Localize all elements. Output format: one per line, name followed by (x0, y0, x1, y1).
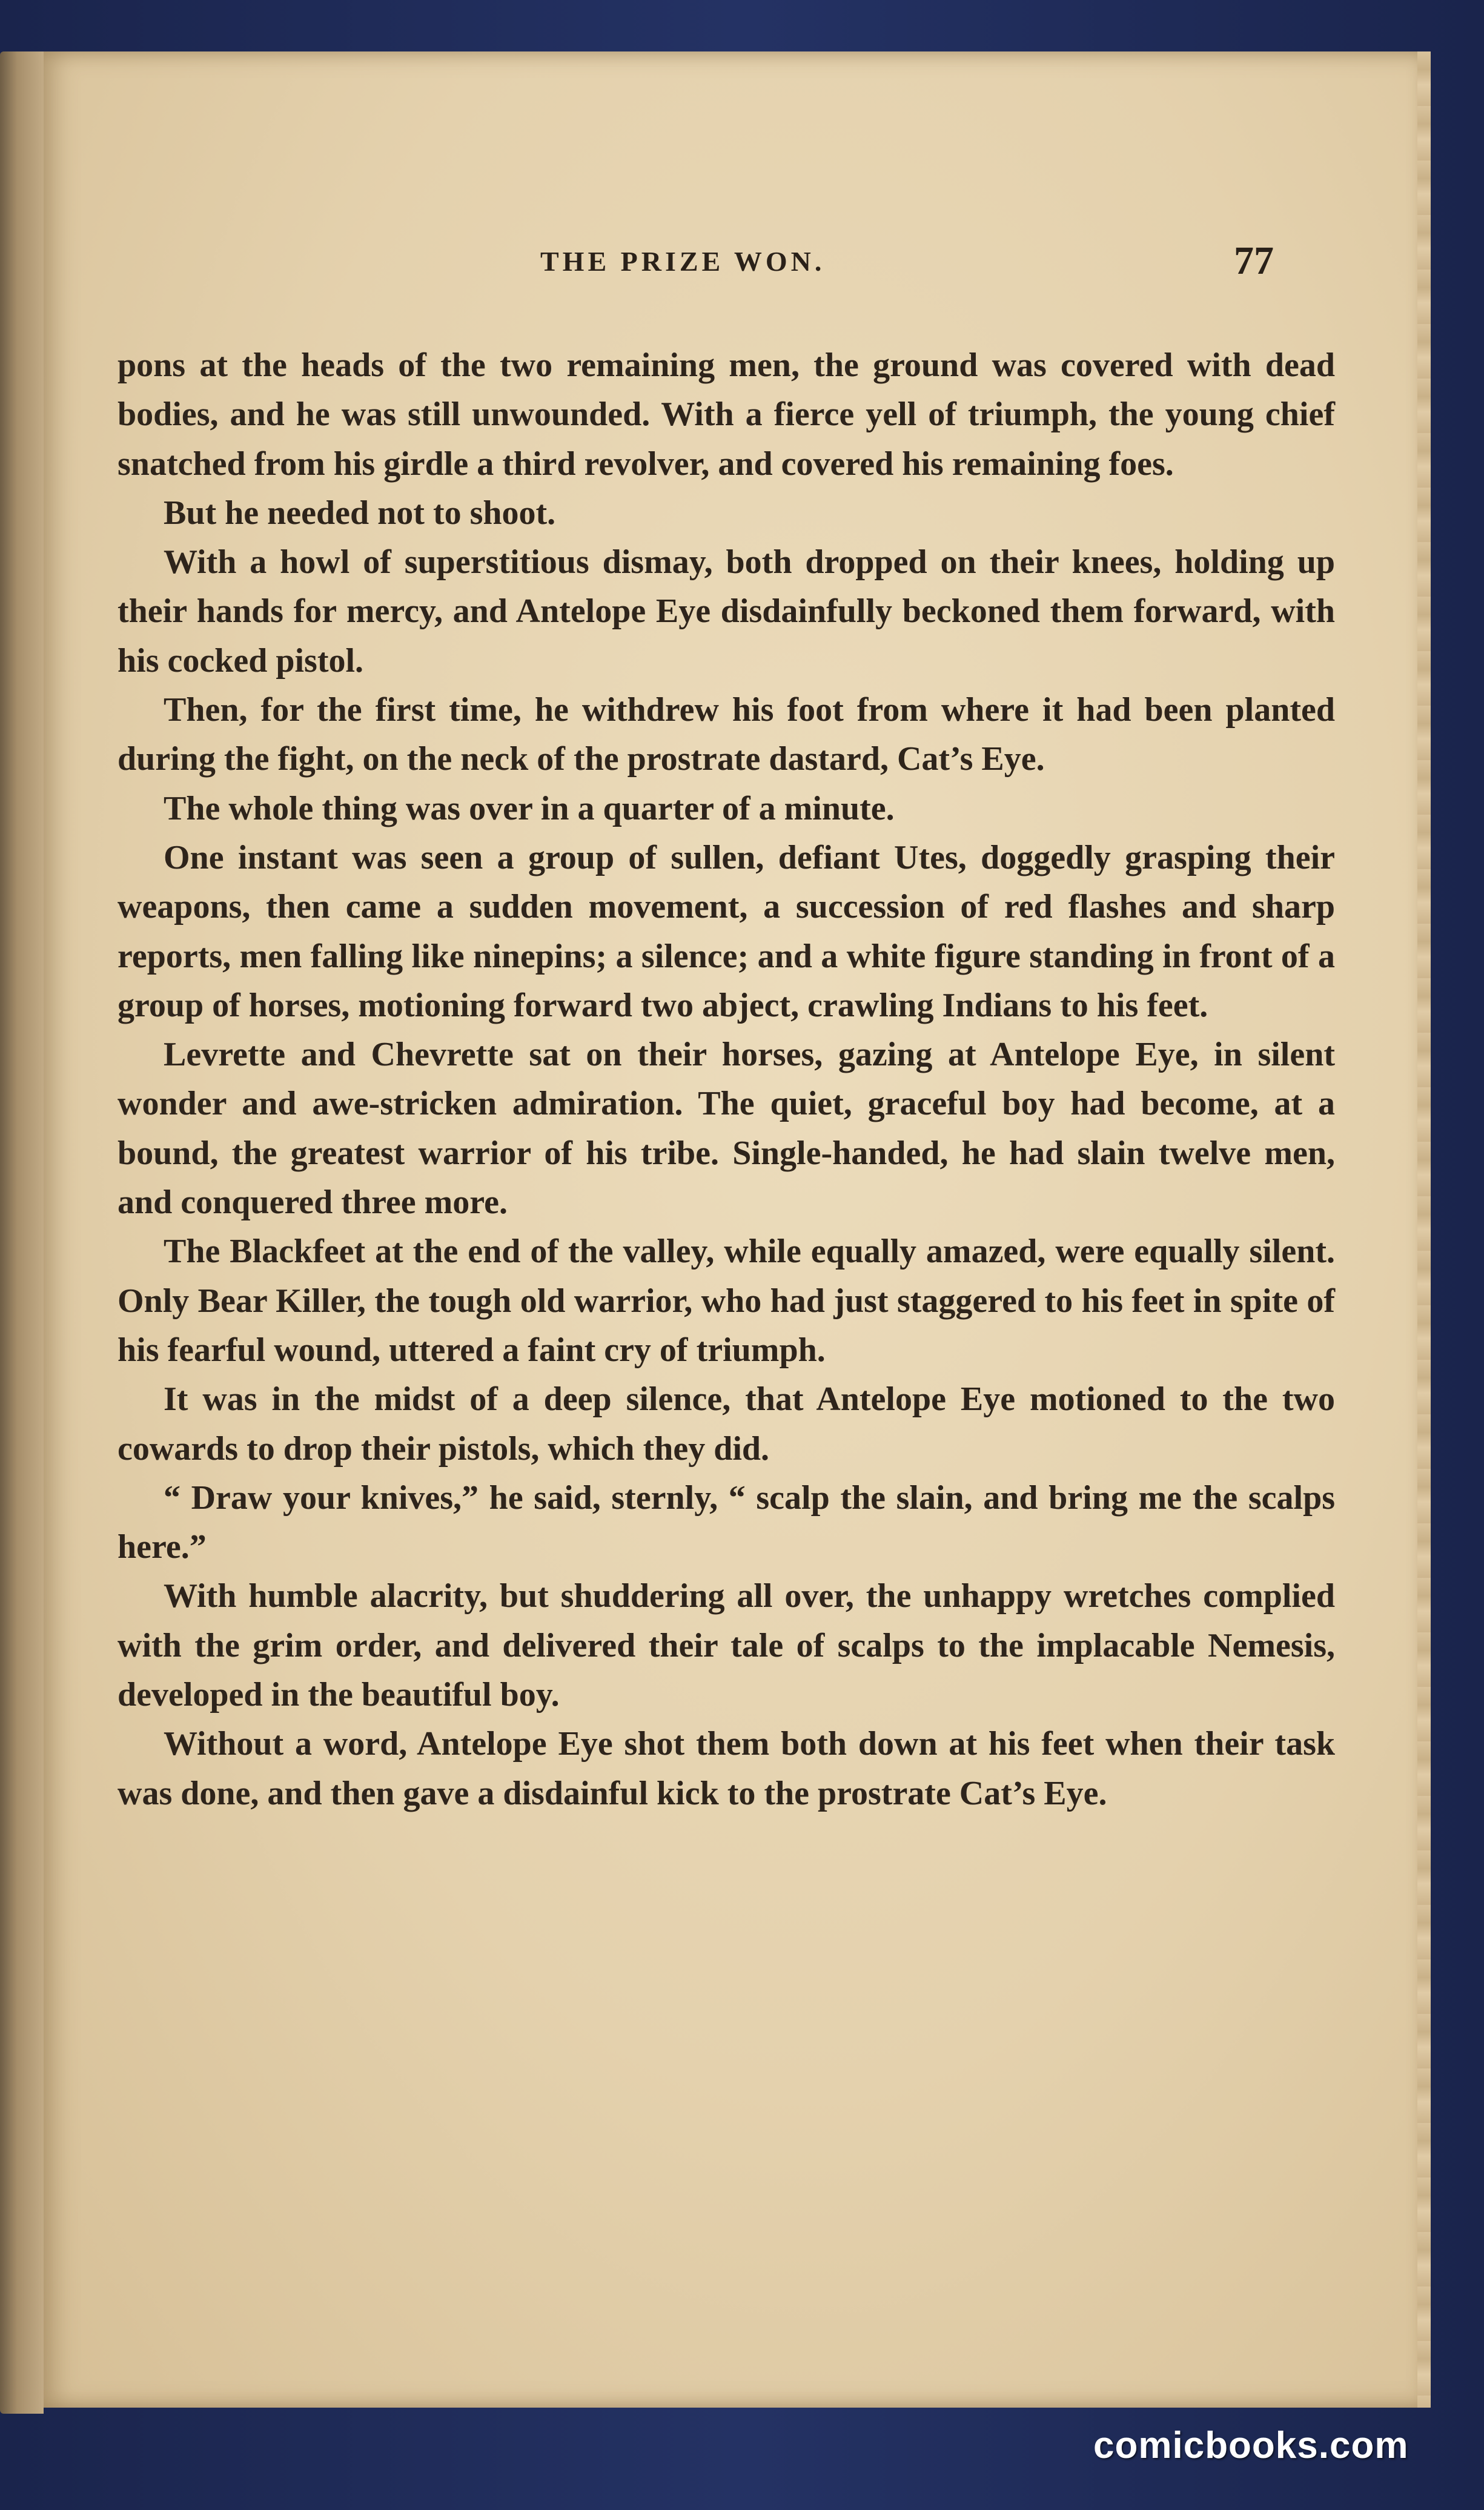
running-head (44, 239, 1428, 294)
paragraph: With humble alacrity, but shuddering all over, the unhappy wretches complied with the grim order, and delivered their tale of scalps to the implacable Nemesis, developed in the beautiful boy. (118, 1577, 1335, 1714)
paragraph: Levrette and Chevrette sat on their horses, gazing at Antelope Eye, in silent wonder and awe-stricken admiration. The quiet, graceful boy had become, at a bound, the greatest warrior of his tribe. Single-handed, he had slain twelve men, and conquered three more. (118, 1036, 1335, 1222)
book-page (44, 51, 1428, 2408)
paragraph: One instant was seen a group of sullen, defiant Utes, doggedly grasping their weapons, then came a sudden movement, a succession of red flashes and sharp reports, men falling like ninepins; a silence; and a white figure standing in front of a group of horses, motioning forward two abject, crawling Indians to his feet. (118, 838, 1335, 1024)
paragraph: Then, for the first time, he withdrew his foot from where it had been planted during the fight, on the neck of the prostrate dastard, Cat’s Eye. (118, 691, 1335, 778)
site-watermark: comicbooks.com (1093, 2425, 1409, 2466)
paragraph: But he needed not to shoot. (164, 494, 556, 532)
paragraph: The Blackfeet at the end of the valley, while equally amazed, were equally silent. Only Bear Killer, the tough old warrior, who had just staggered to his feet in spite of his fearful wound, uttered a faint cry of triumph. (118, 1233, 1335, 1369)
paragraph: The whole thing was over in a quarter of a minute. (164, 789, 895, 827)
page-number: 77 (1234, 239, 1274, 283)
page-edge (1417, 51, 1431, 2408)
previous-page-edge (0, 51, 44, 2414)
paragraph: pons at the heads of the two remaining men, the ground was covered with dead bodies, and he was still unwounded. With a fierce yell of triumph, the young chief snatched from his girdle a third revolver, and covered his remaining foes. (118, 346, 1335, 483)
paragraph: It was in the midst of a deep silence, that Antelope Eye motioned to the two cowards to drop their pistols, which they did. (118, 1380, 1335, 1468)
paragraph: Without a word, Antelope Eye shot them both down at his feet when their task was done, and then gave a disdainful kick to the prostrate Cat’s Eye. (118, 1725, 1335, 1812)
paragraph: With a howl of superstitious dismay, both dropped on their knees, holding up their hands for mercy, and Antelope Eye disdainfully beckoned them forward, with his cocked pistol. (118, 543, 1335, 680)
paragraph: “ Draw your knives,” he said, sternly, “ scalp the slain, and bring me the scalps here.” (118, 1479, 1335, 1566)
body-text (118, 341, 1335, 1818)
running-head-title: THE PRIZE WON. (540, 246, 826, 277)
